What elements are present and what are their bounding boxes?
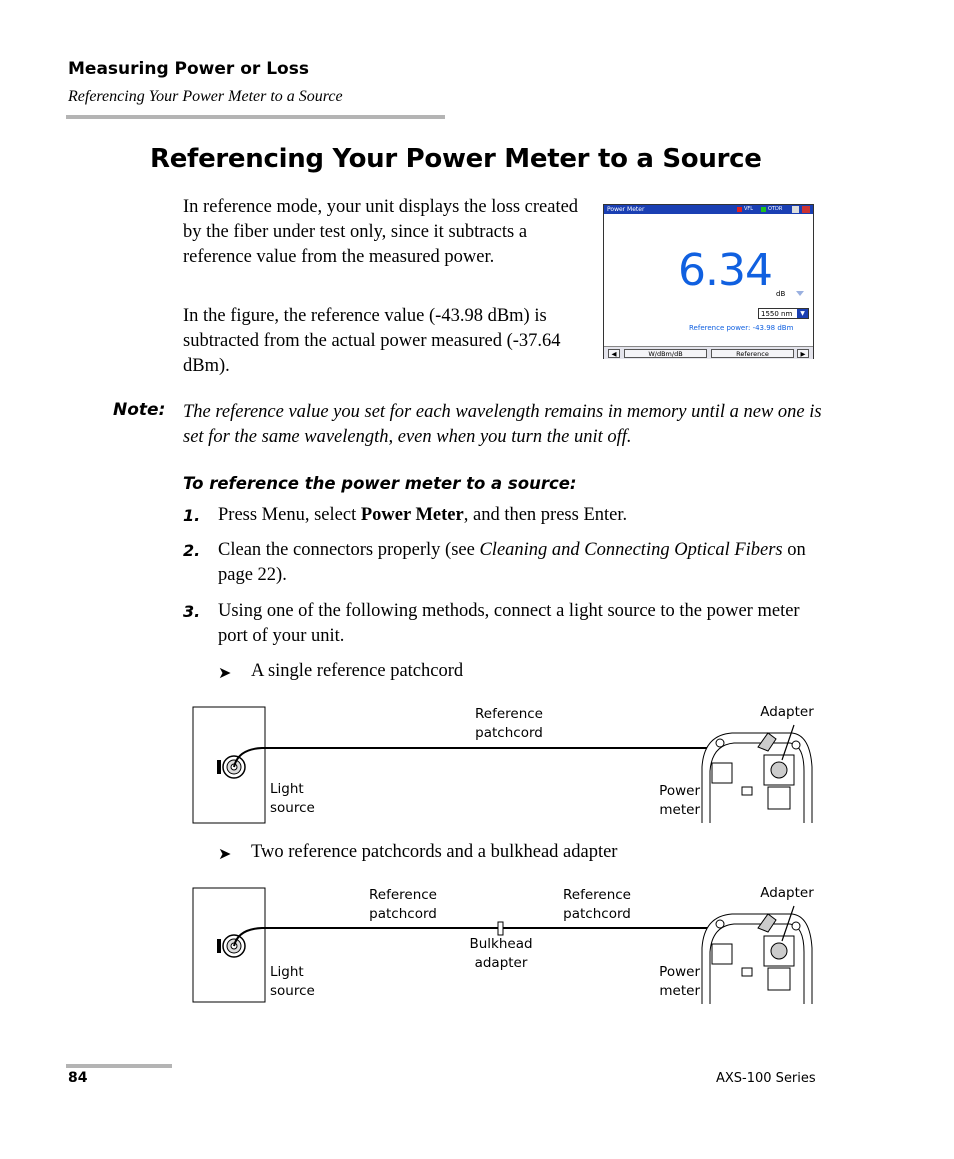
step-2-text	[218, 538, 818, 588]
screen-button-bar	[604, 346, 813, 359]
step-2-number: 2.	[183, 541, 201, 560]
diagram-2-patchcord-2-label: Reference patchcord	[563, 887, 631, 922]
note-text: The reference value you set for each wavelength remains in memory until a new one is set for the same wavelength, even when you turn the unit off.	[183, 402, 822, 447]
otdr-led-icon	[761, 207, 766, 212]
header-rule	[66, 115, 445, 119]
screen-measured-value: 6.34	[678, 245, 772, 296]
right-arrow-icon: ▶	[797, 349, 809, 358]
screen-indicator-otdr: OTDR	[768, 206, 783, 212]
step-3-text: Using one of the following methods, connect a light source to the power meter port of your unit.	[218, 601, 800, 646]
diagram-1-patchcord-label: Reference patchcord	[475, 706, 543, 741]
step-1-bold: Power Meter	[360, 505, 464, 525]
left-arrow-icon: ◀	[608, 349, 620, 358]
footer-rule	[66, 1064, 172, 1068]
product-series: AXS-100 Series	[716, 1071, 816, 1086]
bullet-arrow-icon: ➤	[218, 665, 232, 682]
bulkhead-adapter-icon	[498, 922, 503, 935]
reference-patchcord-1-line	[234, 928, 498, 946]
diagram-1-adapter-label: Adapter	[760, 704, 814, 720]
screen-title: Power Meter	[607, 206, 645, 213]
diagram-1-light-source-label: Light source	[270, 781, 315, 816]
power-meter-device-icon	[702, 914, 812, 1004]
diagram-2-adapter-label: Adapter	[760, 885, 814, 901]
screen-reference-power: Reference power: -43.98 dBm	[689, 324, 794, 332]
running-header-section: Measuring Power or Loss	[68, 59, 309, 79]
diagram-2-bulkhead-label: Bulkhead adapter	[469, 936, 533, 971]
procedure-title: To reference the power meter to a source:	[183, 474, 577, 493]
bullet-2-text: Two reference patchcords and a bulkhead adapter	[251, 842, 618, 862]
battery-icon	[792, 206, 799, 213]
vfl-led-icon	[737, 207, 742, 212]
bullet-arrow-icon: ➤	[218, 846, 232, 863]
screen-unit: dB	[776, 290, 786, 298]
step-2-post: on page 22).	[218, 540, 806, 585]
step-1-post: , and then press Enter.	[463, 505, 628, 525]
bullet-1-text: A single reference patchcord	[251, 661, 464, 681]
screen-titlebar	[604, 205, 813, 214]
note-label: Note:	[113, 400, 166, 420]
close-icon	[802, 206, 810, 213]
power-meter-screen-figure	[603, 204, 814, 359]
page-title: Referencing Your Power Meter to a Source	[150, 144, 762, 174]
step-2-crossref-link[interactable]: Cleaning and Connecting Optical Fibers	[479, 540, 783, 560]
chevron-down-icon: ▼	[797, 309, 808, 318]
wavelength-select	[758, 308, 809, 319]
running-header-subsection: Referencing Your Power Meter to a Source	[68, 88, 343, 105]
diagram-2-light-source-label: Light source	[270, 964, 315, 999]
units-button: W/dBm/dB	[624, 349, 707, 358]
step-1-number: 1.	[183, 506, 201, 525]
reference-button: Reference	[711, 349, 794, 358]
page-number: 84	[68, 1070, 88, 1086]
intro-paragraph-1: In reference mode, your unit displays the loss created by the fiber under test only, since it subtracts a reference value from the measured power.	[183, 197, 579, 267]
step-1-text	[218, 503, 818, 528]
wavelength-value: 1550 nm	[761, 310, 793, 318]
step-3-number: 3.	[183, 602, 201, 621]
reference-patchcord-line	[234, 748, 764, 767]
diagram-1-power-meter-label: Power meter	[659, 783, 700, 818]
power-meter-device-icon	[702, 733, 812, 823]
intro-paragraph-2: In the figure, the reference value (-43.98 dBm) is subtracted from the actual power measured (-37.64 dBm).	[183, 306, 561, 376]
diagram-2-power-meter-label: Power meter	[659, 964, 700, 999]
step-1-pre: Press Menu, select	[218, 505, 361, 525]
diagram-2-patchcord-1-label: Reference patchcord	[369, 887, 437, 922]
step-2-pre: Clean the connectors properly (see	[218, 540, 480, 560]
unit-dropdown-icon	[795, 290, 805, 298]
screen-indicator-vfl: VFL	[744, 206, 754, 212]
